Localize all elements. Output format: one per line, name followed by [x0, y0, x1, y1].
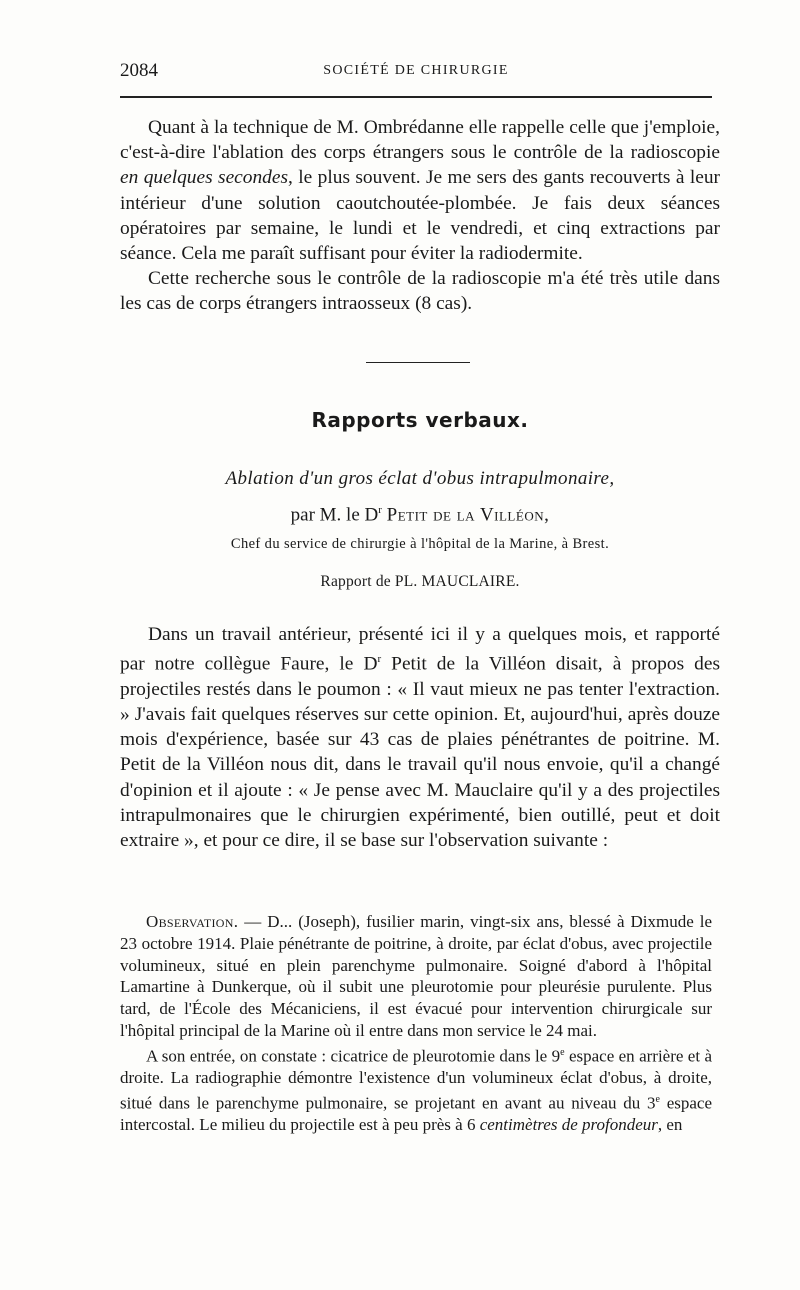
header-rule — [120, 96, 712, 98]
intro-paragraph-2: Cette recherche sous le contrôle de la radioscopie m'a été très utile dans les cas de corps étrangers intraosseux (8 cas). — [120, 268, 720, 315]
observation-para1-text: — D... (Joseph), fusilier marin, vingt-six ans, blessé à Dixmude le 23 octobre 1914. Plaie pénétrante de poitrine, à droite, par éclat d'obus, avec projectile volumineux, situé en plein parenchyme pulmonaire. Soigné d'abord à l'hôpital Lamartine à Dunkerque, où il subit une pleurotomie pour pleurésie purulente. Plus tard, de l'École des Mécaniciens, il est évacué pour intervention chirurgicale sur l'hôpital principal de la Marine où il entre dans mon service le 24 mai. — [120, 912, 712, 1040]
obs-para2-d: , en — [657, 1115, 683, 1135]
intro-para1-text: Quant à la technique de M. Ombrédanne elle rappelle celle que j'emploie, c'est-à-dire l'ablation des corps étrangers sous le contrôle de la radioscopie — [120, 117, 720, 164]
observation-text — [120, 911, 712, 1136]
obs-para2-sup2: e — [655, 1094, 660, 1106]
report-para-sup: r — [377, 653, 382, 666]
intro-paragraph-1 — [120, 115, 720, 266]
observation-label: Observation. — [146, 912, 239, 931]
byline-name: Petit de la Villéon, — [386, 504, 550, 526]
intro-text — [120, 115, 720, 317]
observation-paragraph-2 — [120, 1042, 712, 1137]
report-paragraph — [120, 622, 720, 853]
running-title: SOCIÉTÉ DE CHIRURGIE — [323, 63, 509, 78]
page-number: 2084 — [120, 60, 158, 81]
report-para-b: Petit de la Villéon disait, à propos des projectiles restés dans le poumon : « Il vaut mieux ne pas tenter l'extraction. » J'avais fait quelques réserves sur cette opinion. Et, aujourd'hui, après douze mois d'expérience, basée sur 43 cas de plaies pénétrantes de poitrine. M. Petit de la Villéon nous dit, dans le travail qu'il nous envoie, qu'il a changé d'opinion et il ajoute : « Je pense avec M. Mauclaire qu'il y a des projectiles intrapulmonaires que le chirurgien expérimenté, bien outillé, peut et doit extraire », et pour ce dire, il se base sur l'observation suivante : — [120, 653, 720, 852]
obs-para2-c: espace intercostal. Le milieu du projectile est à peu près à 6 — [120, 1093, 712, 1135]
observation-paragraph-1 — [120, 911, 712, 1042]
report-text — [120, 622, 720, 853]
page-header — [120, 60, 712, 84]
report-role: Chef du service de chirurgie à l'hôpital de la Marine, à Brest. — [230, 536, 610, 552]
report-byline — [0, 504, 800, 526]
obs-para2-a: A son entrée, on constate : cicatrice de pleurotomie dans le 9 — [146, 1046, 561, 1066]
obs-para2-b: espace en arrière et à droite. La radiographie démontre l'existence d'un volumineux éclat d'obus, à droite, situé dans le parenchyme pulmonaire, se projetant en avant au niveau du 3 — [120, 1046, 713, 1113]
section-title: Rapports verbaux. — [311, 408, 529, 432]
section-separator — [366, 362, 470, 363]
intro-para1-end: , le plus souvent. Je me sers des gants recouverts à leur intérieur d'une solution caoutchoutée-plombée. Je fais deux séances opératoires par semaine, le lundi et le vendredi, et cinq extractions par séance. Cela me paraît suffisant pour éviter la radiodermite. — [120, 167, 720, 265]
intro-para1-italic: en quelques secondes — [120, 167, 289, 189]
report-title: Ablation d'un gros éclat d'obus intrapulmonaire, — [225, 468, 615, 489]
byline-prefix: par M. le D — [290, 504, 379, 526]
obs-para2-sup1: e — [560, 1046, 565, 1058]
report-para-a: Dans un travail antérieur, présenté ici il y a quelques mois, et rapporté par notre collègue Faure, le D — [120, 624, 720, 675]
byline-sup: r — [378, 504, 382, 516]
obs-para2-italic: centimètres de profondeur — [479, 1115, 658, 1135]
report-author: Rapport de PL. MAUCLAIRE. — [320, 573, 520, 590]
